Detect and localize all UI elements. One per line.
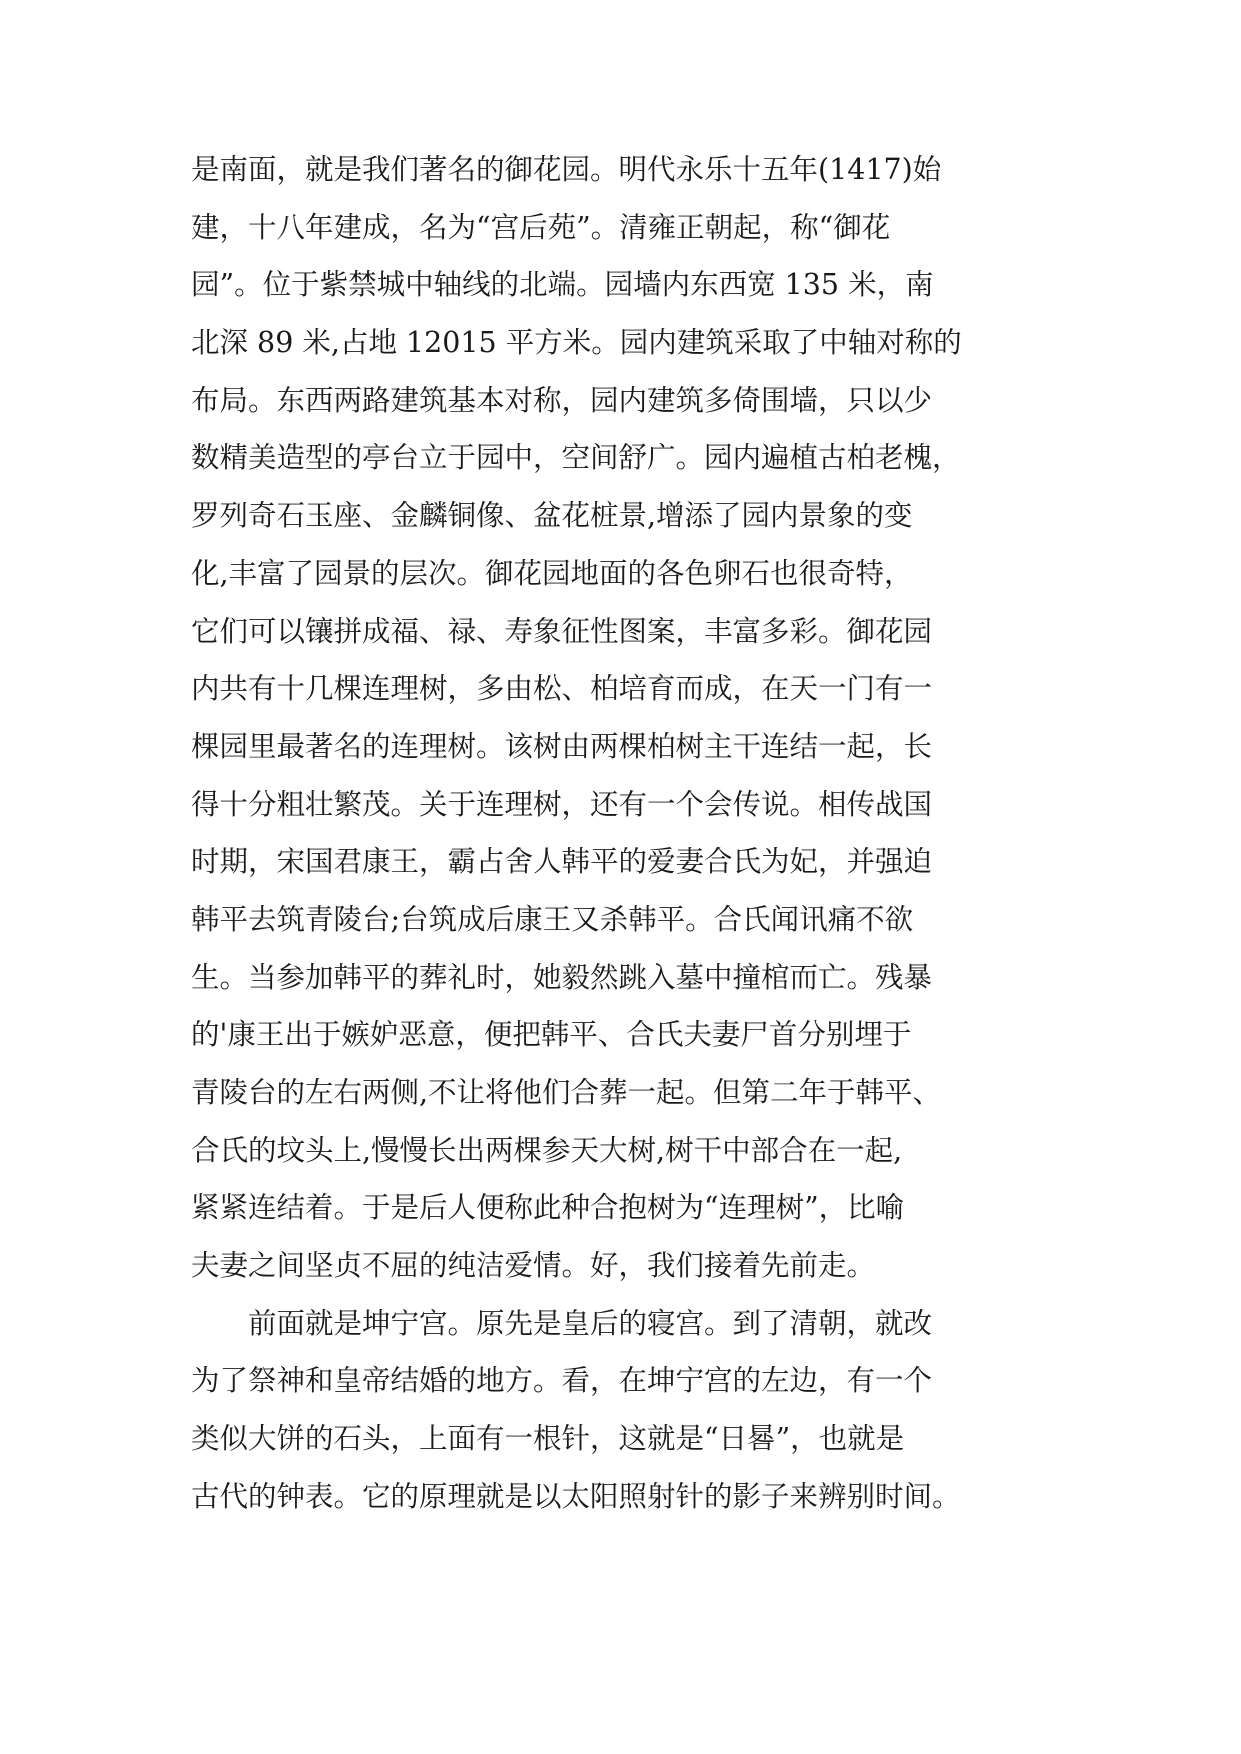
text-line: 夫妻之间坚贞不屈的纯洁爱情。好，我们接着先前走。 [191, 1249, 876, 1283]
text-line: 类似大饼的石头，上面有一根针，这就是“日晷”，也就是 [191, 1422, 905, 1456]
text-line: 紧紧连结着。于是后人便称此种合抱树为“连理树”，比喻 [191, 1191, 905, 1225]
text-line: 内共有十几棵连理树，多由松、柏培育而成，在天一门有一 [191, 672, 933, 706]
text-line: 它们可以镶拼成福、禄、寿象征性图案，丰富多彩。御花园 [191, 614, 933, 648]
text-line: 生。当参加韩平的葬礼时，她毅然跳入墓中撞棺而亡。残暴 [191, 960, 933, 994]
text-line: 古代的钟表。它的原理就是以太阳照射针的影子来辨别时间。 [191, 1479, 961, 1513]
text-line: 得十分粗壮繁茂。关于连理树，还有一个会传说。相传战国 [191, 787, 933, 821]
text-line: 棵园里最著名的连理树。该树由两棵柏树主干连结一起，长 [191, 729, 933, 763]
paragraph-1 [191, 141, 1051, 1295]
text-line: 为了祭神和皇帝结婚的地方。看，在坤宁宫的左边，有一个 [191, 1364, 933, 1398]
text-line: 韩平去筑青陵台;台筑成后康王又杀韩平。合氏闻讯痛不欲 [191, 902, 914, 936]
text-line: 建，十八年建成，名为“宫后苑”。清雍正朝起，称“御花 [191, 210, 891, 244]
text-line: 时期，宋国君康王，霸占舍人韩平的爱妻合氏为妃，并强迫 [191, 845, 933, 879]
text-line: 北深 89 米,占地 12015 平方米。园内建筑采取了中轴对称的 [191, 326, 962, 360]
text-line: 布局。东西两路建筑基本对称，园内建筑多倚围墙，只以少 [191, 383, 933, 417]
text-line: 化,丰富了园景的层次。御花园地面的各色卵石也很奇特， [191, 556, 913, 590]
text-line: 园”。位于紫禁城中轴线的北端。园墙内东西宽 135 米，南 [191, 268, 934, 302]
text-line: 青陵台的左右两侧,不让将他们合葬一起。但第二年于韩平、 [191, 1076, 942, 1109]
body-text [191, 141, 1051, 1526]
text-line: 数精美造型的亭台立于园中，空间舒广。园内遍植古柏老槐， [191, 441, 961, 475]
text-line: 罗列奇石玉座、金麟铜像、盆花桩景,增添了园内景象的变 [191, 499, 913, 533]
text-line: 是南面，就是我们著名的御花园。明代永乐十五年(1417)始 [191, 153, 942, 186]
text-line: 前面就是坤宁宫。原先是皇后的寝宫。到了清朝，就改 [248, 1306, 933, 1340]
text-line: 的'康王出于嫉妒恶意，便把韩平、合氏夫妻尸首分别埋于 [191, 1018, 912, 1052]
text-line: 合氏的坟头上,慢慢长出两棵参天大树,树干中部合在一起, [191, 1133, 903, 1167]
paragraph-2 [191, 1295, 1051, 1526]
